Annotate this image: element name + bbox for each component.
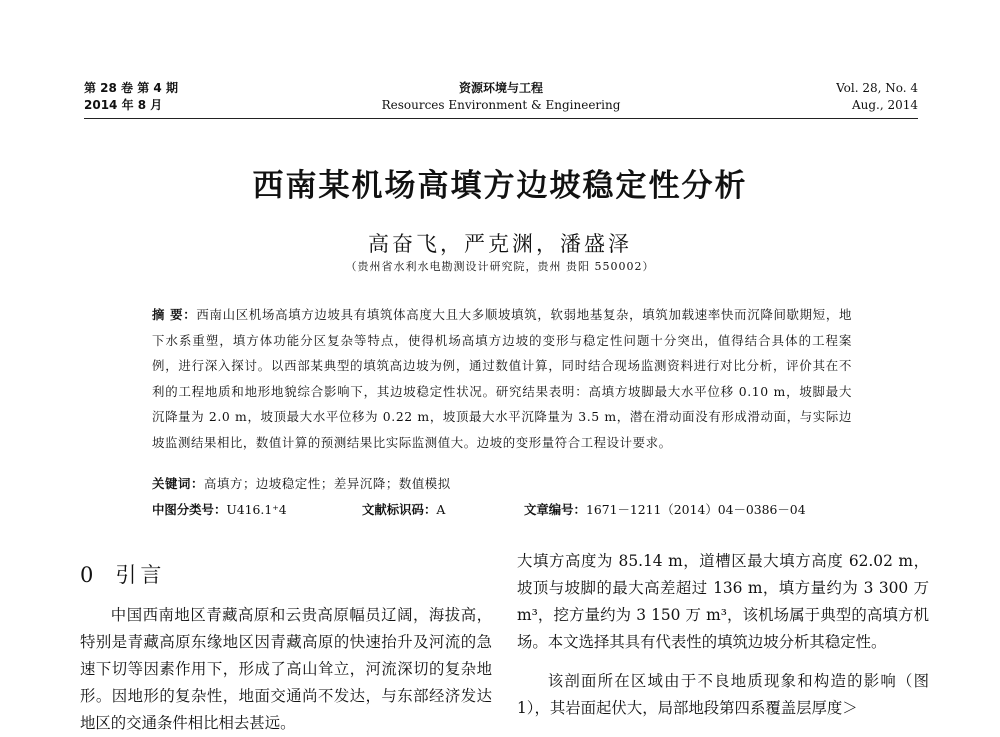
section-heading: [80, 560, 492, 590]
volume-issue-en: Vol. 28, No. 4: [836, 81, 918, 95]
document-code: [362, 500, 445, 518]
doc-code-label: 文献标识码：: [362, 502, 437, 517]
journal-name-cn: 资源环境与工程: [458, 81, 543, 95]
clc-value: U416.1⁺4: [226, 502, 287, 517]
date-cn: 2014 年 8 月: [84, 98, 163, 112]
header-rule: [84, 118, 918, 119]
paper-title: 西南某机场高填方边坡稳定性分析: [252, 168, 748, 204]
article-number-label: 文章编号：: [524, 502, 586, 517]
keywords: [152, 474, 451, 492]
article-number: [524, 500, 806, 518]
running-header: [84, 80, 918, 118]
affiliation: （贵州省水利水电勘测设计研究院，贵州 贵阳 550002）: [345, 260, 655, 273]
authors: 高奋飞，严克渊，潘盛泽: [368, 232, 632, 256]
abstract: [152, 302, 852, 455]
clc-label: 中图分类号：: [152, 502, 227, 517]
clc-number: [152, 500, 287, 518]
header-center: [84, 80, 918, 114]
continued-paragraph: 大填方高度为 85.14 m，道槽区最大填方高度 62.02 m，坡顶与坡脚的最大高差超过 136 m，填方量约为 3 300 万 m³，挖方量约为 3 150 万 m³，该机场属于典型的高填方机场。本文选择其具有代表性的填筑边坡分析其稳定性。: [517, 552, 929, 651]
journal-name-en: Resources Environment & Engineering: [381, 98, 621, 112]
volume-issue-cn: 第 28 卷 第 4 期: [84, 81, 178, 95]
keywords-text: 高填方；边坡稳定性；差异沉降；数值模拟: [203, 476, 451, 491]
classification-line: [152, 500, 852, 520]
date-en: Aug., 2014: [851, 98, 918, 112]
keywords-label: 关键词：: [152, 476, 204, 491]
article-number-value: 1671－1211（2014）04－0386－04: [585, 502, 806, 517]
section-title: 引言: [115, 563, 166, 587]
section-number: 0: [80, 563, 98, 587]
left-column: [80, 548, 492, 737]
header-right: [836, 80, 918, 114]
doc-code-value: A: [436, 502, 446, 517]
right-column: [517, 548, 929, 722]
intro-paragraph: 中国西南地区青藏高原和云贵高原幅员辽阔，海拔高，特别是青藏高原东缘地区因青藏高原的快速抬升及河流的急速下切等因素作用下，形成了高山耸立，河流深切的复杂地形。因地形的复杂性，地面交通尚不发达，与东部经济发达地区的交通条件相比相去甚远。: [80, 606, 492, 732]
abstract-label: 摘 要：: [152, 307, 197, 322]
abstract-text: 西南山区机场高填方边坡具有填筑体高度大且大多顺坡填筑，软弱地基复杂，填筑加载速率快而沉降间歇期短，地下水系重塑，填方体功能分区复杂等特点，使得机场高填方边坡的变形与稳定性问题十分突出，值得结合具体的工程案例，进行深入探讨。以西部某典型的填筑高边坡为例，通过数值计算，同时结合现场监测资料进行对比分析，评价其在不利的工程地质和地形地貌综合影响下，其边坡稳定性状况。研究结果表明：高填方坡脚最大水平位移 0.10 m，坡脚最大沉降量为 2.0 m，坡顶最大水平位移为 0.22 m，坡顶最大水平沉降量为 3.5 m，潜在滑动面没有形成滑动面，与实际边坡监测结果相比，数值计算的预测结果比实际监测值大。边坡的变形量符合工程设计要求。: [152, 307, 853, 450]
profile-paragraph: 该剖面所在区域由于不良地质现象和构造的影响（图 1），其岩面起伏大，局部地段第四系覆盖层厚度＞: [517, 672, 929, 717]
